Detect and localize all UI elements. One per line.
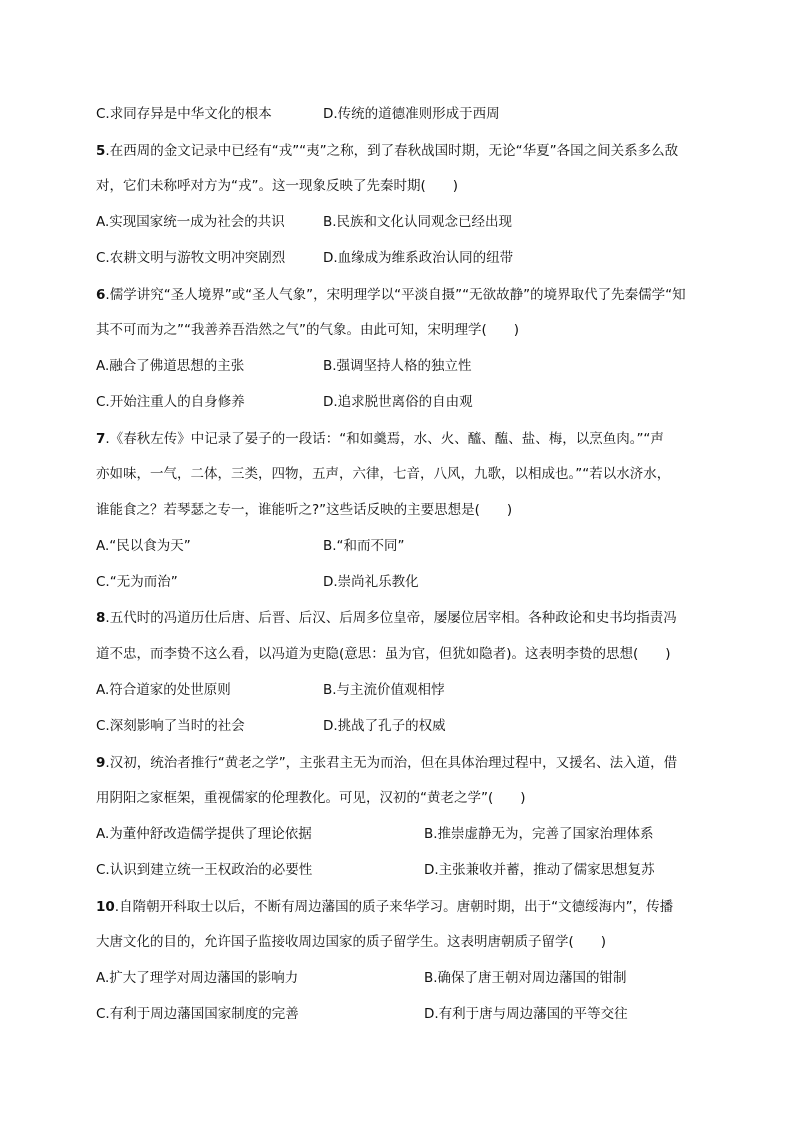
q5-option-d[interactable]: D.血缘成为维系政治认同的纽带 xyxy=(323,250,514,266)
q5-option-b[interactable]: B.民族和文化认同观念已经出现 xyxy=(323,214,513,230)
q10-option-d[interactable]: D.有利于唐与周边藩国的平等交往 xyxy=(424,1006,628,1022)
q9-stem-line2: 用阴阳之家框架，重视儒家的伦理教化。可见，汉初的“黄老之学”( ) xyxy=(96,790,526,806)
q5-stem-line1: 5.在西周的金文记录中已经有“戎”“夷”之称，到了春秋战国时期，无论“华夏”各国之间关系多么敌 xyxy=(96,143,679,159)
q5-option-a[interactable]: A.实现国家统一成为社会的共识 xyxy=(96,214,285,230)
q8-option-a[interactable]: A.符合道家的处世原则 xyxy=(96,682,231,698)
q10-number: 10 xyxy=(96,899,115,915)
q6-option-d[interactable]: D.追求脱世离俗的自由观 xyxy=(323,394,473,410)
q9-option-c[interactable]: C.认识到建立统一王权政治的必要性 xyxy=(96,862,313,878)
q10-option-a[interactable]: A.扩大了理学对周边藩国的影响力 xyxy=(96,970,299,986)
q7-stem-line3: 谁能食之？若琴瑟之专一，谁能听之?”这些话反映的主要思想是( ) xyxy=(96,502,513,518)
q7-option-b[interactable]: B.“和而不同” xyxy=(323,538,405,554)
q4-option-d[interactable]: D.传统的道德准则形成于西周 xyxy=(323,106,500,122)
q9-number: 9 xyxy=(96,755,106,771)
q8-stem-line2: 道不忠，而李贽不这么看，以冯道为吏隐(意思：虽为官，但犹如隐者)。这表明李贽的思想( ) xyxy=(96,646,671,662)
q8-option-d[interactable]: D.挑战了孔子的权威 xyxy=(323,718,446,734)
q9-option-b[interactable]: B.推崇虚静无为，完善了国家治理体系 xyxy=(424,826,654,842)
q10-stem-line2: 大唐文化的目的，允许国子监接收周边国家的质子留学生。这表明唐朝质子留学( ) xyxy=(96,934,607,950)
q7-option-d[interactable]: D.崇尚礼乐教化 xyxy=(323,574,419,590)
q6-number: 6 xyxy=(96,287,106,303)
q5-option-c[interactable]: C.农耕文明与游牧文明冲突剧烈 xyxy=(96,250,286,266)
q6-stem-line2: 其不可而为之”“我善养吾浩然之气”的气象。由此可知，宋明理学( ) xyxy=(96,322,520,338)
q9-option-d[interactable]: D.主张兼收并蓄，推动了儒家思想复苏 xyxy=(424,862,655,878)
q8-stem-line1: 8.五代时的冯道历仕后唐、后晋、后汉、后周多位皇帝，屡屡位居宰相。各种政论和史书均指责冯 xyxy=(96,610,677,626)
q7-option-a[interactable]: A.“民以食为天” xyxy=(96,538,191,554)
q7-option-c[interactable]: C.“无为而治” xyxy=(96,574,178,590)
q8-option-c[interactable]: C.深刻影响了当时的社会 xyxy=(96,718,245,734)
q8-option-b[interactable]: B.与主流价值观相悖 xyxy=(323,682,445,698)
q6-option-b[interactable]: B.强调坚持人格的独立性 xyxy=(323,358,472,374)
q10-option-b[interactable]: B.确保了唐王朝对周边藩国的钳制 xyxy=(424,970,627,986)
q7-stem-line2: 亦如味，一气，二体，三类，四物，五声，六律，七音，八风，九歌，以相成也。”“若以水济水， xyxy=(96,466,671,482)
q10-option-c[interactable]: C.有利于周边藩国国家制度的完善 xyxy=(96,1006,299,1022)
q6-stem-line1: 6.儒学讲究“圣人境界”或“圣人气象”，宋明理学以“平淡自摄”“无欲故静”的境界取代了先秦儒学“知 xyxy=(96,287,686,303)
q8-number: 8 xyxy=(96,610,106,626)
q6-option-a[interactable]: A.融合了佛道思想的主张 xyxy=(96,358,245,374)
q5-number: 5 xyxy=(96,143,106,159)
q5-stem-line2: 对，它们未称呼对方为“戎”。这一现象反映了先秦时期( ) xyxy=(96,178,459,194)
q10-stem-line1: 10.自隋朝开科取士以后，不断有周边藩国的质子来华学习。唐朝时期，出于“文德绥海内”，传播 xyxy=(96,899,674,915)
q6-option-c[interactable]: C.开始注重人的自身修养 xyxy=(96,394,245,410)
q7-number: 7 xyxy=(96,431,106,447)
q9-stem-line1: 9.汉初，统治者推行“黄老之学”，主张君主无为而治，但在具体治理过程中，又援名、法入道，借 xyxy=(96,755,678,771)
q9-option-a[interactable]: A.为董仲舒改造儒学提供了理论依据 xyxy=(96,826,312,842)
q7-stem-line1: 7.《春秋左传》中记录了晏子的一段话：“和如羹焉，水、火、醯、醢、盐、梅，以烹鱼肉。”“声 xyxy=(96,431,664,447)
q4-option-c[interactable]: C.求同存异是中华文化的根本 xyxy=(96,106,272,122)
